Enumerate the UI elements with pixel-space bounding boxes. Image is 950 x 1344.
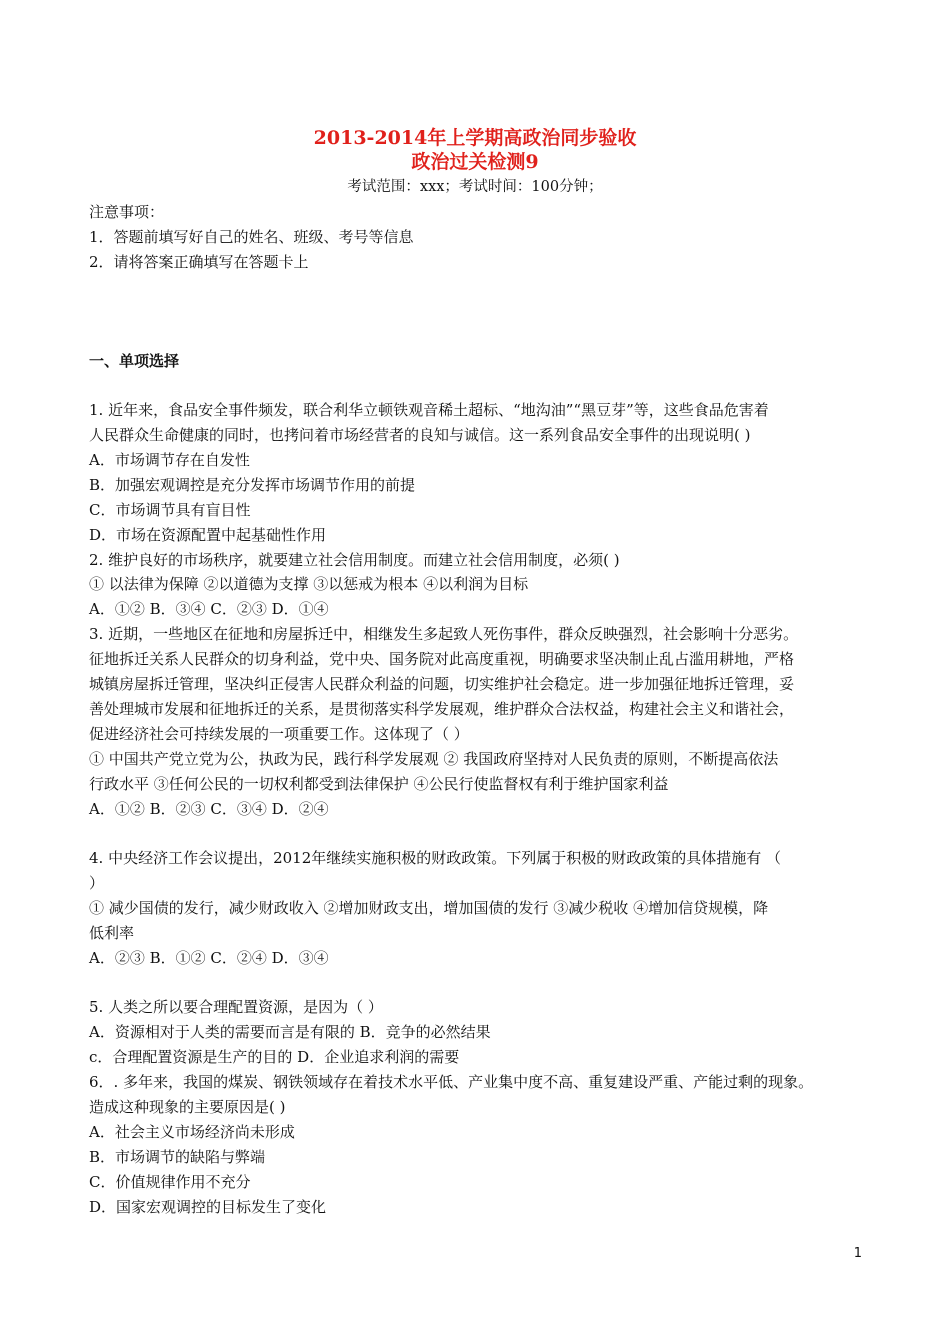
- document-title: 2013-2014年上学期高政治同步验收: [313, 127, 637, 149]
- notice-heading: 注意事项：: [89, 203, 165, 221]
- question-line: D．市场在资源配置中起基础性作用: [89, 526, 327, 544]
- question-line: 征地拆迁关系人民群众的切身利益，党中央、国务院对此高度重视，明确要求坚决制止乱占滥用耕地，严格: [89, 650, 795, 668]
- question-line: C．市场调节具有盲目性: [89, 501, 251, 519]
- question-line: B．加强宏观调控是充分发挥市场调节作用的前提: [89, 476, 416, 494]
- question-line: 6．. 多年来，我国的煤炭、钢铁领域存在着技术水平低、产业集中度不高、重复建设严重、产能过剩的现象。: [89, 1073, 814, 1091]
- section-title: 一、单项选择: [89, 352, 180, 370]
- question-line: 3. 近期，一些地区在征地和房屋拆迁中，相继发生多起致人死伤事件，群众反映强烈，社会影响十分恶劣。: [89, 625, 799, 643]
- notice-item: 2．请将答案正确填写在答题卡上: [89, 253, 309, 271]
- question-line: B．市场调节的缺陷与弊端: [89, 1148, 266, 1166]
- question-line: 低利率: [89, 924, 135, 942]
- question-line: 2. 维护良好的市场秩序，就要建立社会信用制度。而建立社会信用制度，必须( ): [89, 551, 620, 569]
- question-line: c．合理配置资源是生产的目的 D．企业追求利润的需要: [89, 1048, 460, 1066]
- question-line: 城镇房屋拆迁管理，坚决纠正侵害人民群众利益的问题，切实维护社会稳定。进一步加强征地拆迁管理，妥: [89, 675, 795, 693]
- question-line: 5. 人类之所以要合理配置资源，是因为（ ）: [89, 998, 383, 1016]
- question-line: 造成这种现象的主要原因是( ): [89, 1098, 286, 1116]
- question-line: A．资源相对于人类的需要而言是有限的 B．竞争的必然结果: [89, 1023, 491, 1041]
- question-line: D．国家宏观调控的目标发生了变化: [89, 1198, 327, 1216]
- exam-info: 考试范围：xxx；考试时间：100分钟；: [347, 179, 603, 195]
- page-number: 1: [853, 1246, 862, 1261]
- question-line: 促进经济社会可持续发展的一项重要工作。这体现了（ ）: [89, 725, 469, 743]
- question-line: A．市场调节存在自发性: [89, 451, 250, 469]
- notice-item: 1．答题前填写好自己的姓名、班级、考号等信息: [89, 228, 414, 246]
- question-line: ① 中国共产党立党为公，执政为民，践行科学发展观 ② 我国政府坚持对人民负责的原则，不断提高依法: [89, 750, 779, 768]
- question-line: 善处理城市发展和征地拆迁的关系，是贯彻落实科学发展观，维护群众合法权益，构建社会主义和谐社会，: [89, 700, 795, 718]
- document-subtitle: 政治过关检测9: [411, 151, 539, 173]
- question-line: A．社会主义市场经济尚未形成: [89, 1123, 295, 1141]
- question-line: ① 以法律为保障 ②以道德为支撑 ③以惩戒为根本 ④以利润为目标: [89, 575, 529, 593]
- question-line: C．价值规律作用不充分: [89, 1173, 251, 1191]
- question-line: 人民群众生命健康的同时，也拷问着市场经营者的良知与诚信。这一系列食品安全事件的出现说明( ): [89, 426, 751, 444]
- question-line: ）: [89, 874, 105, 892]
- question-line: A．①② B．②③ C．③④ D．②④: [89, 800, 329, 818]
- question-line: A．①② B．③④ C．②③ D．①④: [89, 600, 329, 618]
- question-line: 4. 中央经济工作会议提出，2012年继续实施积极的财政政策。下列属于积极的财政政策的具体措施有 （: [89, 849, 782, 867]
- question-line: A．②③ B．①② C．②④ D．③④: [89, 949, 329, 967]
- question-line: ① 减少国债的发行，减少财政收入 ②增加财政支出，增加国债的发行 ③减少税收 ④增加信贷规模，降: [89, 899, 769, 917]
- question-line: 1. 近年来，食品安全事件频发，联合利华立顿铁观音稀土超标、“地沟油”“黑豆芽”等，这些食品危害着: [89, 401, 769, 419]
- question-line: 行政水平 ③任何公民的一切权利都受到法律保护 ④公民行使监督权有利于维护国家利益: [89, 775, 669, 793]
